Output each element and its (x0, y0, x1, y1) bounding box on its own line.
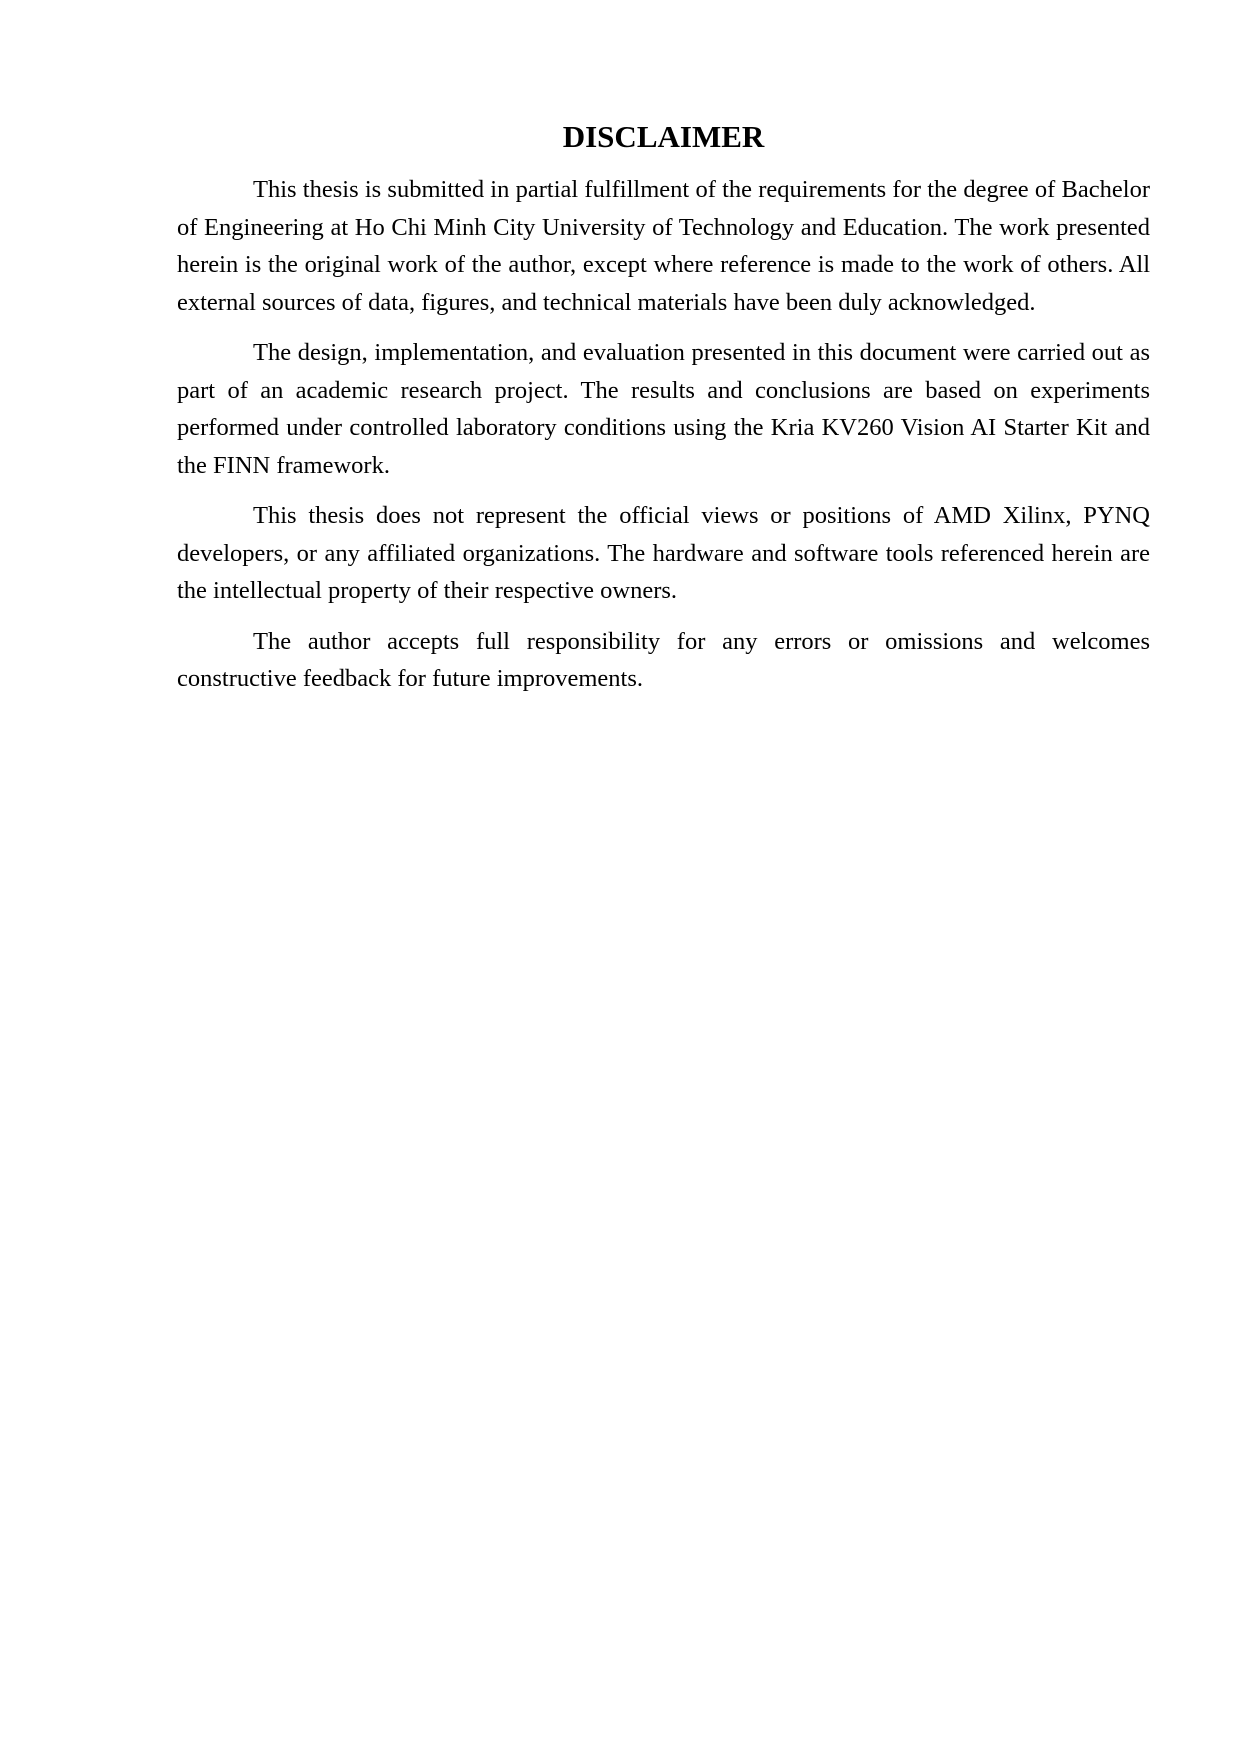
paragraph-affiliation-disclaimer: This thesis does not represent the official views or positions of AMD Xilinx, PYNQ developers, or any affiliated organizations. The hardware and software tools referenced herein are the intellectual property of their respective owners. (177, 502, 1150, 604)
page-title: DISCLAIMER (562, 119, 765, 154)
document-page (177, 117, 1150, 711)
paragraph-research-context: The design, implementation, and evaluation presented in this document were carried out as part of an academic research project. The results and conclusions are based on experiments performed under controlled laboratory conditions using the Kria KV260 Vision AI Starter Kit and the FINN framework. (177, 339, 1150, 479)
paragraph-responsibility: The author accepts full responsibility for any errors or omissions and welcomes constructive feedback for future improvements. (177, 627, 1150, 692)
paragraph-submission: This thesis is submitted in partial fulfillment of the requirements for the degree of Bachelor of Engineering at Ho Chi Minh City University of Technology and Education. The work presented herein is the original work of the author, except where reference is made to the work of others. All external sources of data, figures, and technical materials have been duly acknowledged. (177, 176, 1150, 316)
